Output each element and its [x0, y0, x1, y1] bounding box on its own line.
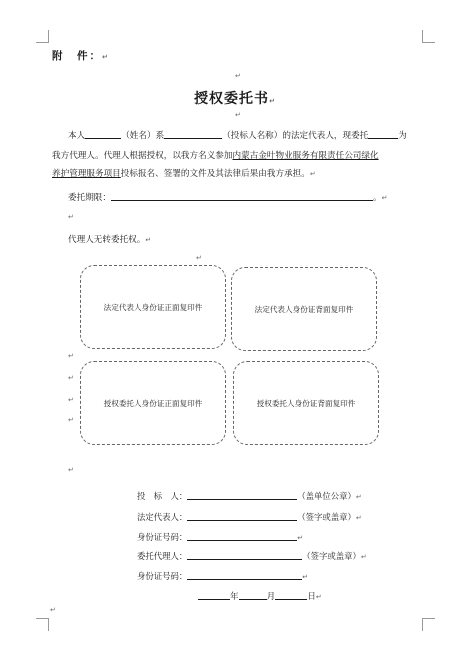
corner-mark-bottom-left [36, 618, 49, 631]
signature-row-legal-rep: 法定代表人： （签字或盖章）↵ [137, 512, 362, 522]
paragraph-mark: ↵ [68, 374, 74, 382]
term-line: 委托期限： 。↵ [68, 190, 387, 206]
authorization-paragraph-line3: 养护管理服务项目投标报名、签署的文件及其法律后果由我方承担。↵ [52, 169, 316, 179]
signature-row-id-number-1: 身份证号码： ↵ [137, 532, 304, 542]
document-title: 授权委托书↵ [194, 91, 276, 107]
attachment-label: 附 件：↵ [52, 50, 110, 62]
paragraph-mark: ↵ [68, 466, 74, 474]
id-copy-agent-back-box: 授权委托人身份证背面复印件 [233, 361, 379, 445]
authorization-paragraph-line2: 我方代理人。代理人根据授权，以我方名义参加内蒙古金叶物业服务有限责任公司绿化 [52, 151, 379, 161]
paragraph-mark: ↵ [68, 416, 74, 424]
corner-mark-top-left [36, 30, 49, 43]
paragraph-mark: ↵ [68, 396, 74, 404]
corner-mark-top-right [422, 30, 435, 43]
paragraph-mark: ↵ [196, 254, 202, 262]
authorization-paragraph-line1: 本人 （姓名）系 （投标人名称）的法定代表人，现委托 为 [68, 128, 407, 144]
corner-mark-bottom-right [422, 618, 435, 631]
paragraph-mark: ↵ [68, 352, 74, 360]
project-name-cont: 养护管理服务项目 [52, 169, 121, 179]
signature-row-bidder: 投 标 人： （盖单位公章）↵ [137, 491, 362, 501]
no-transfer-line: 代理人无转委托权。↵ [68, 235, 152, 245]
id-copy-legal-front-box: 法定代表人身份证正面复印件 [80, 265, 226, 349]
paragraph-mark: ↵ [50, 606, 56, 614]
id-copy-legal-back-box: 法定代表人身份证背面复印件 [231, 267, 377, 351]
date-line: 年 月 日↵ [198, 590, 322, 602]
signature-row-id-number-2: 身份证号码： ↵ [137, 571, 309, 581]
id-copy-agent-front-box: 授权委托人身份证正面复印件 [80, 361, 226, 445]
paragraph-mark: ↵ [68, 213, 74, 221]
paragraph-mark: ↵ [235, 111, 241, 119]
project-name: 内蒙古金叶物业服务有限责任公司绿化 [232, 151, 379, 161]
paragraph-mark: ↵ [235, 72, 241, 80]
signature-row-agent: 委托代理人： （签字或盖章）↵ [137, 551, 367, 561]
